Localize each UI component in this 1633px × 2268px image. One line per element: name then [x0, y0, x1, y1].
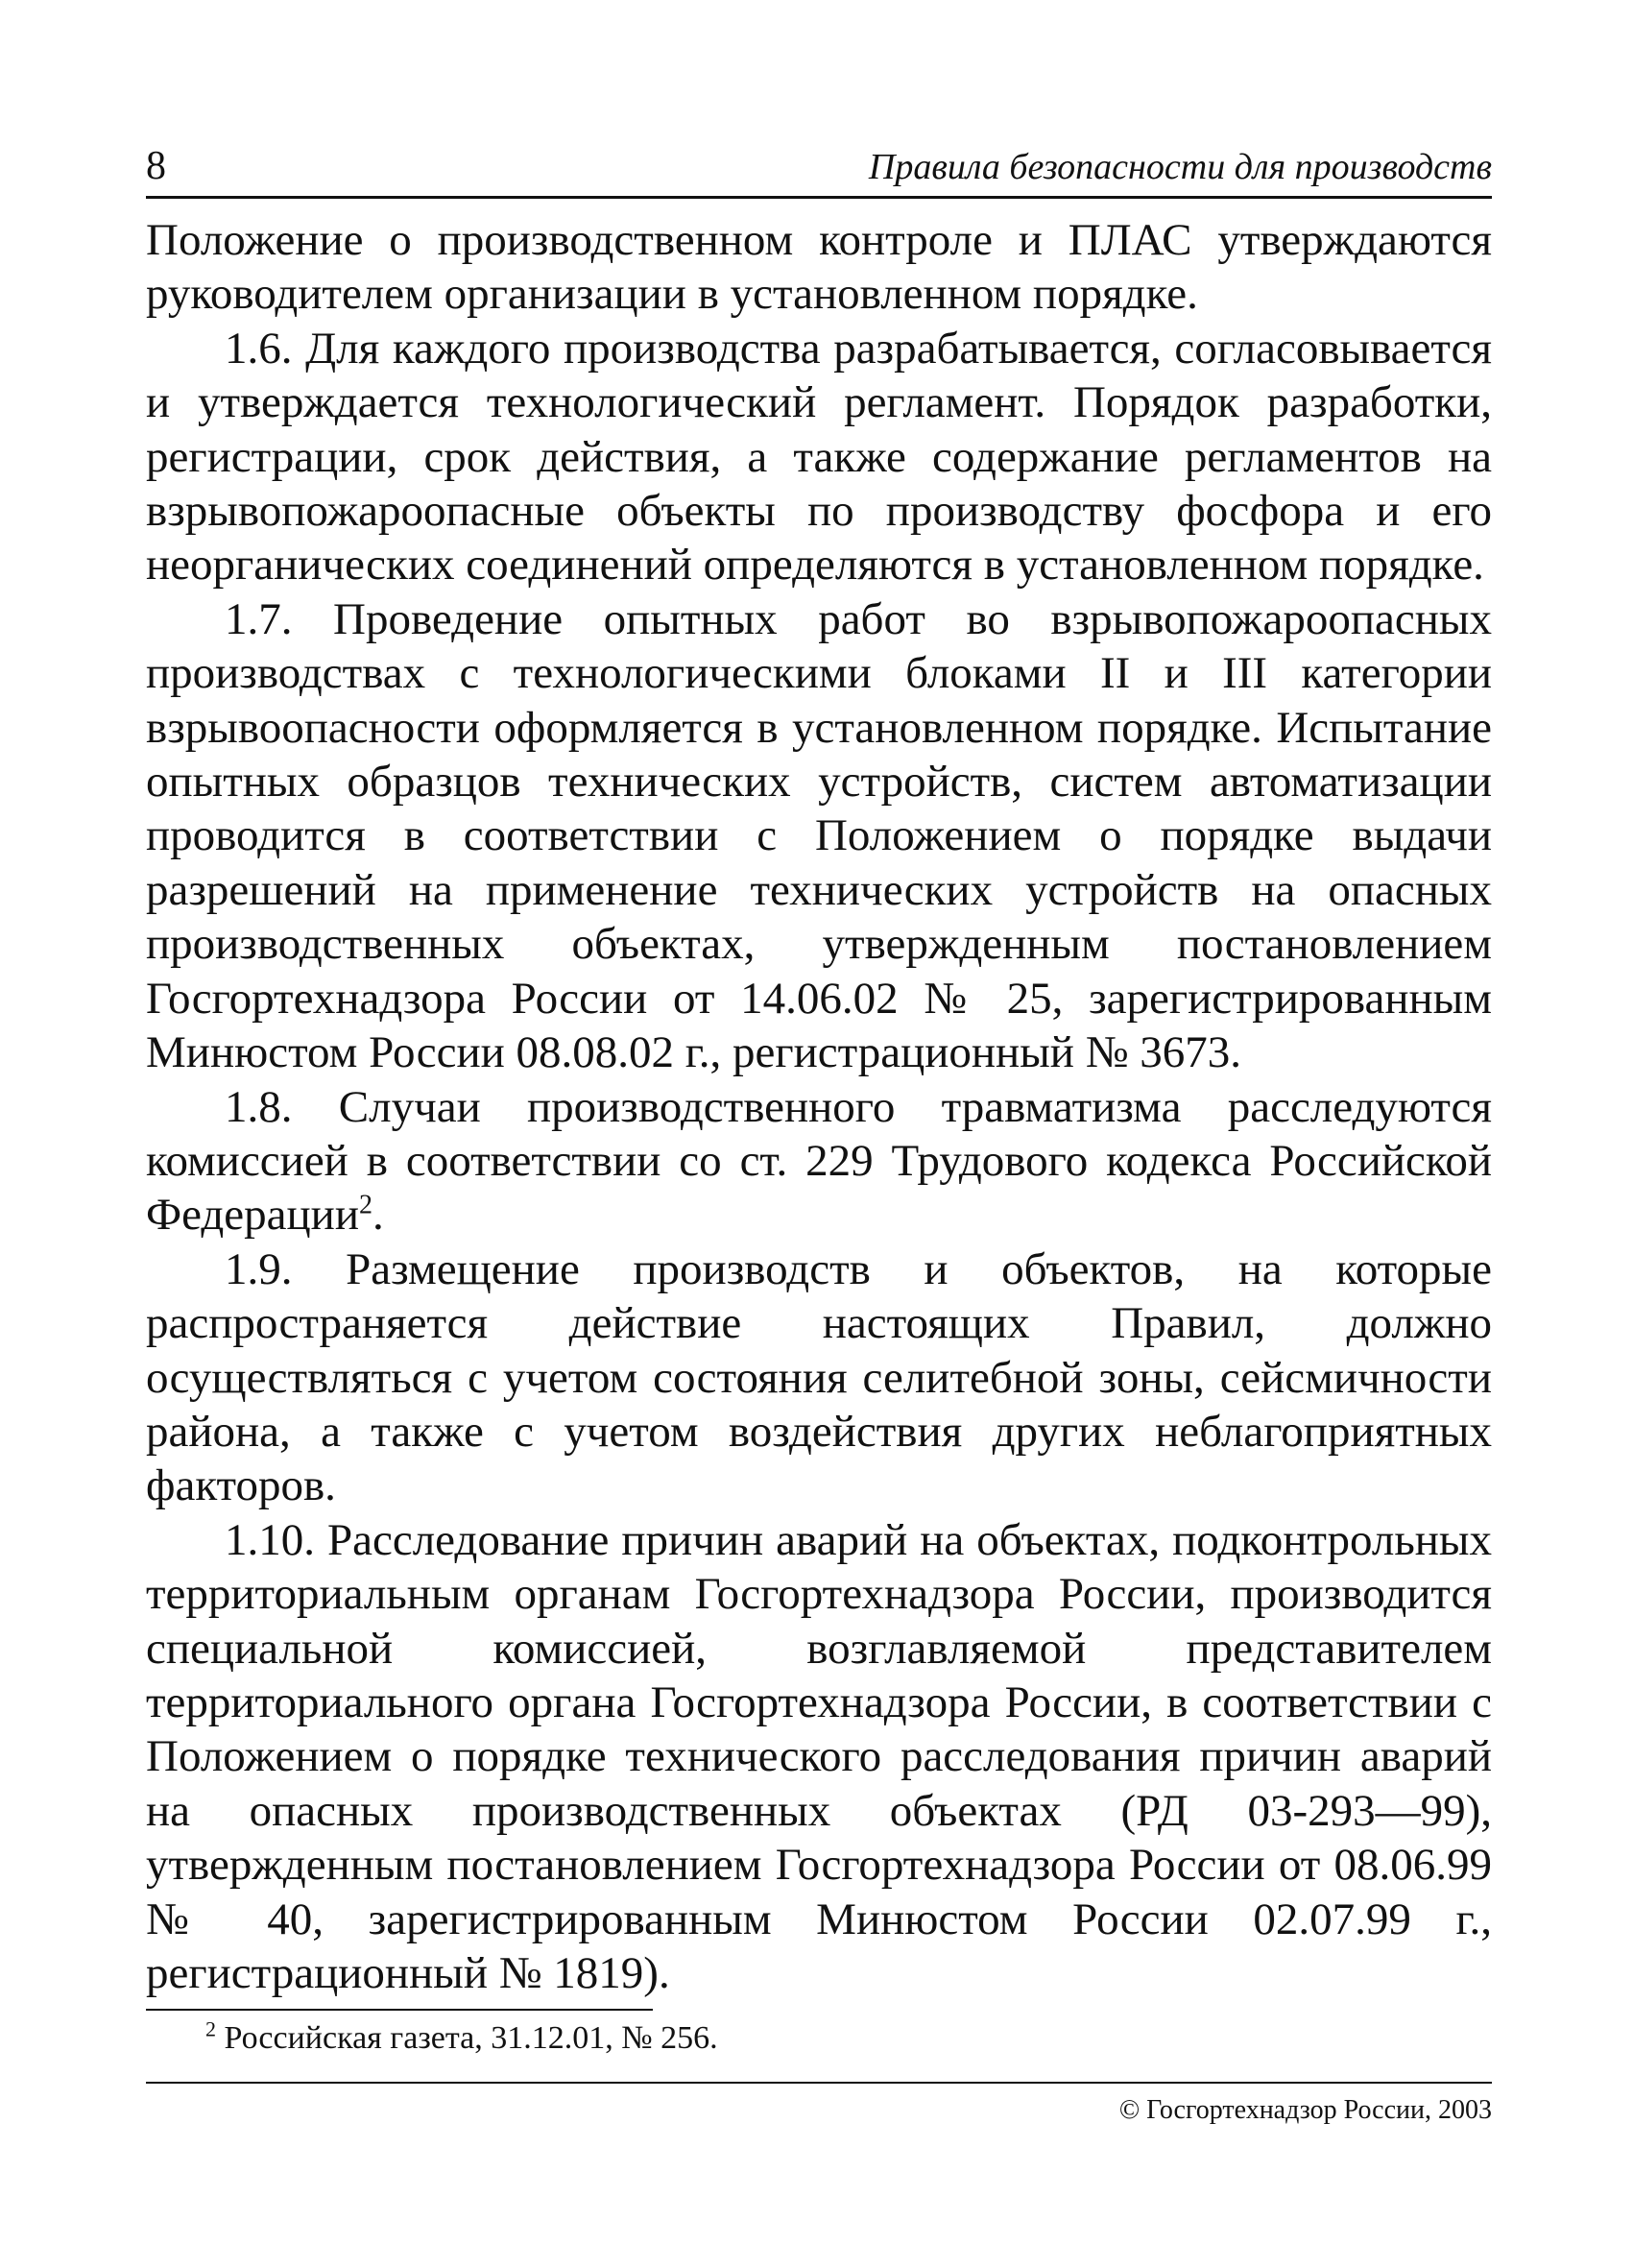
running-title: Правила безопасности для производств	[868, 147, 1492, 187]
paragraph-1-6	[146, 322, 1492, 592]
footnote	[205, 2018, 718, 2059]
footnote-marker: 2	[205, 2016, 216, 2041]
paragraph-text: 1.7. Проведение опытных работ во взрывопожароопасных производствах с технологическими блоками II и III категории взрывоопасности оформляется в установленном порядке. Испытание опытных образцов технических устройств, систем автоматизации проводится в соответствии с Положением о порядке выдачи разрешений на применение технических устройств на опасных производственных объектах, утвержденным постановлением Госгортехнадзора России от 14.06.02 № 25, зарегистрированным Минюстом России 08.08.02 г., регистрационный № 3673.	[146, 593, 1492, 1078]
paragraph-continuation	[146, 213, 1492, 322]
body-text	[146, 213, 1492, 2000]
footnote-text: Российская газета, 31.12.01, № 256.	[216, 2020, 718, 2056]
paragraph-1-8	[146, 1080, 1492, 1243]
paragraph-text: 1.9. Размещение производств и объектов, на которые распространяется действие настоящих Правил, должно осуществляться с учетом состояния селитебной зоны, сейсмичности района, а также с учетом воздействия других неблагоприятных факторов.	[146, 1243, 1492, 1511]
paragraph-text: 1.6. Для каждого производства разрабатывается, согласовывается и утверждается технологический регламент. Порядок разработки, регистрации, срок действия, а также содержание регламентов на взрывопожароопасные объекты по производству фосфора и его неорганических соединений определяются в установленном порядке.	[146, 323, 1492, 591]
footer-divider	[146, 2082, 1492, 2084]
footnote-reference: 2	[358, 1190, 372, 1220]
page-header	[146, 142, 1492, 199]
paragraph-text: 1.10. Расследование причин аварий на объектах, подконтрольных территориальным органам Госгортехнадзора России, производится специальной комиссией, возглавляемой представителем территориального органа Госгортехнадзора России, в соответствии с Положением о порядке технического расследования причин аварий на опасных производственных объектах (РД 03-293—99), утвержденным постановлением Госгортехнадзора России от 08.06.99 № 40, зарегистрированным Минюстом России 02.07.99 г., регистрационный № 1819).	[146, 1514, 1492, 1998]
footnote-divider	[146, 2009, 653, 2011]
paragraph-1-10	[146, 1513, 1492, 2001]
paragraph-1-9	[146, 1243, 1492, 1513]
paragraph-text: 1.8. Случаи производственного травматизма расследуются комиссией в соответствии со ст. 229 Трудового кодекса Российской Федерации	[146, 1081, 1492, 1241]
paragraph-text-end: .	[372, 1190, 384, 1241]
paragraph-1-7	[146, 592, 1492, 1080]
copyright-notice: © Госгортехнадзор России, 2003	[1118, 2095, 1492, 2125]
page-number: 8	[146, 144, 166, 188]
paragraph-text: Положение о производственном контроле и ПЛАС утверждаются руководителем организации в установленном порядке.	[146, 215, 1492, 320]
